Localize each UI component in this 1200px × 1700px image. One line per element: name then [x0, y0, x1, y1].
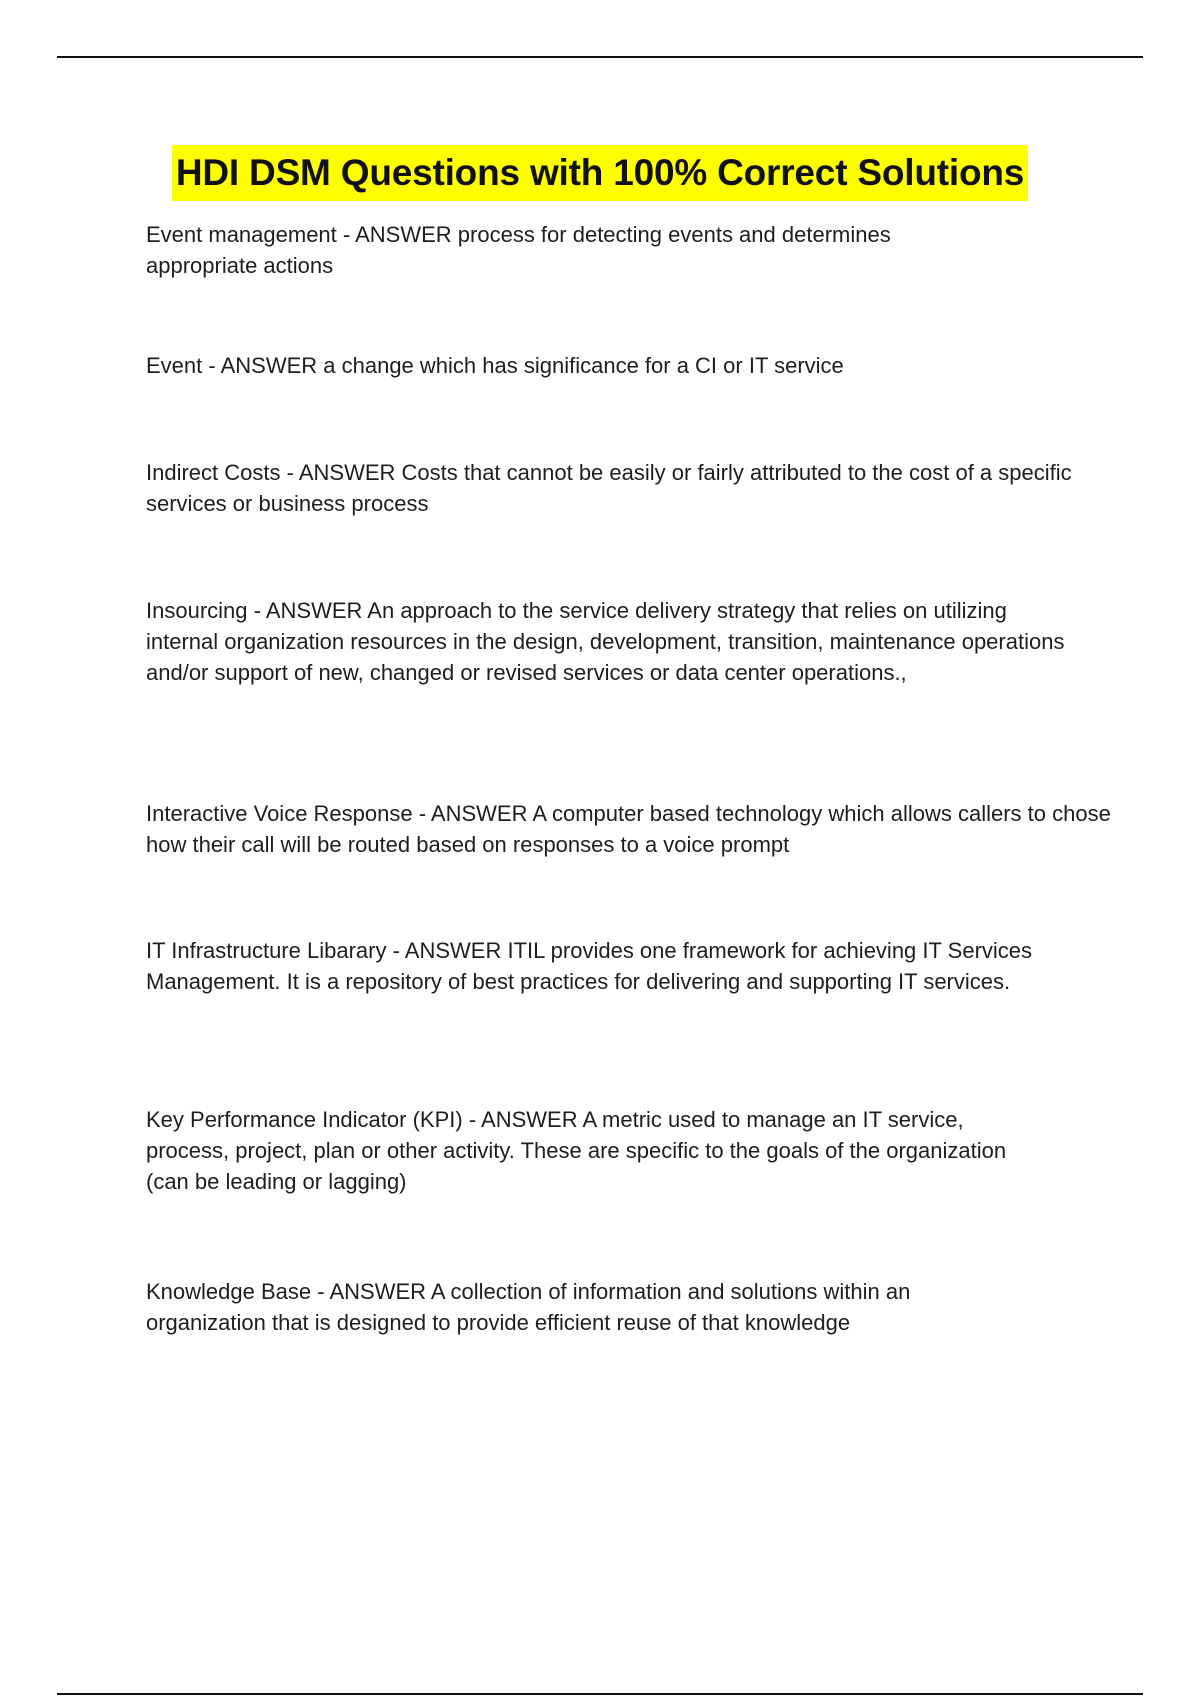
entry-it-infrastructure-library: IT Infrastructure Libarary - ANSWER ITIL provides one framework for achieving IT Services Management. It is a repository of best practices for delivering and supporting IT services. — [146, 938, 1033, 994]
entry-event-management: Event management - ANSWER process for detecting events and determines appropriate actions — [146, 222, 891, 278]
entry-key-performance-indicator: Key Performance Indicator (KPI) - ANSWER A metric used to manage an IT service, process, project, plan or other activity. These are specific to the goals of the organization (can be leading or lagging) — [146, 1107, 1007, 1194]
entry-insourcing: Insourcing - ANSWER An approach to the service delivery strategy that relies on utilizing internal organization resources in the design, development, transition, maintenance operations and/or support of new, changed or revised services or data center operations., — [146, 598, 1065, 685]
title-container — [0, 145, 1200, 201]
bottom-rule — [57, 1693, 1143, 1695]
entry-event: Event - ANSWER a change which has significance for a CI or IT service — [146, 353, 844, 378]
entry-knowledge-base: Knowledge Base - ANSWER A collection of information and solutions within an organization that is designed to provide efficient reuse of that knowledge — [146, 1279, 911, 1335]
entry-indirect-costs: Indirect Costs - ANSWER Costs that cannot be easily or fairly attributed to the cost of a specific services or business process — [146, 460, 1072, 516]
document-title: HDI DSM Questions with 100% Correct Solutions — [172, 145, 1028, 201]
entry-interactive-voice-response: Interactive Voice Response - ANSWER A computer based technology which allows callers to chose how their call will be routed based on responses to a voice prompt — [146, 801, 1111, 857]
top-rule — [57, 56, 1143, 58]
